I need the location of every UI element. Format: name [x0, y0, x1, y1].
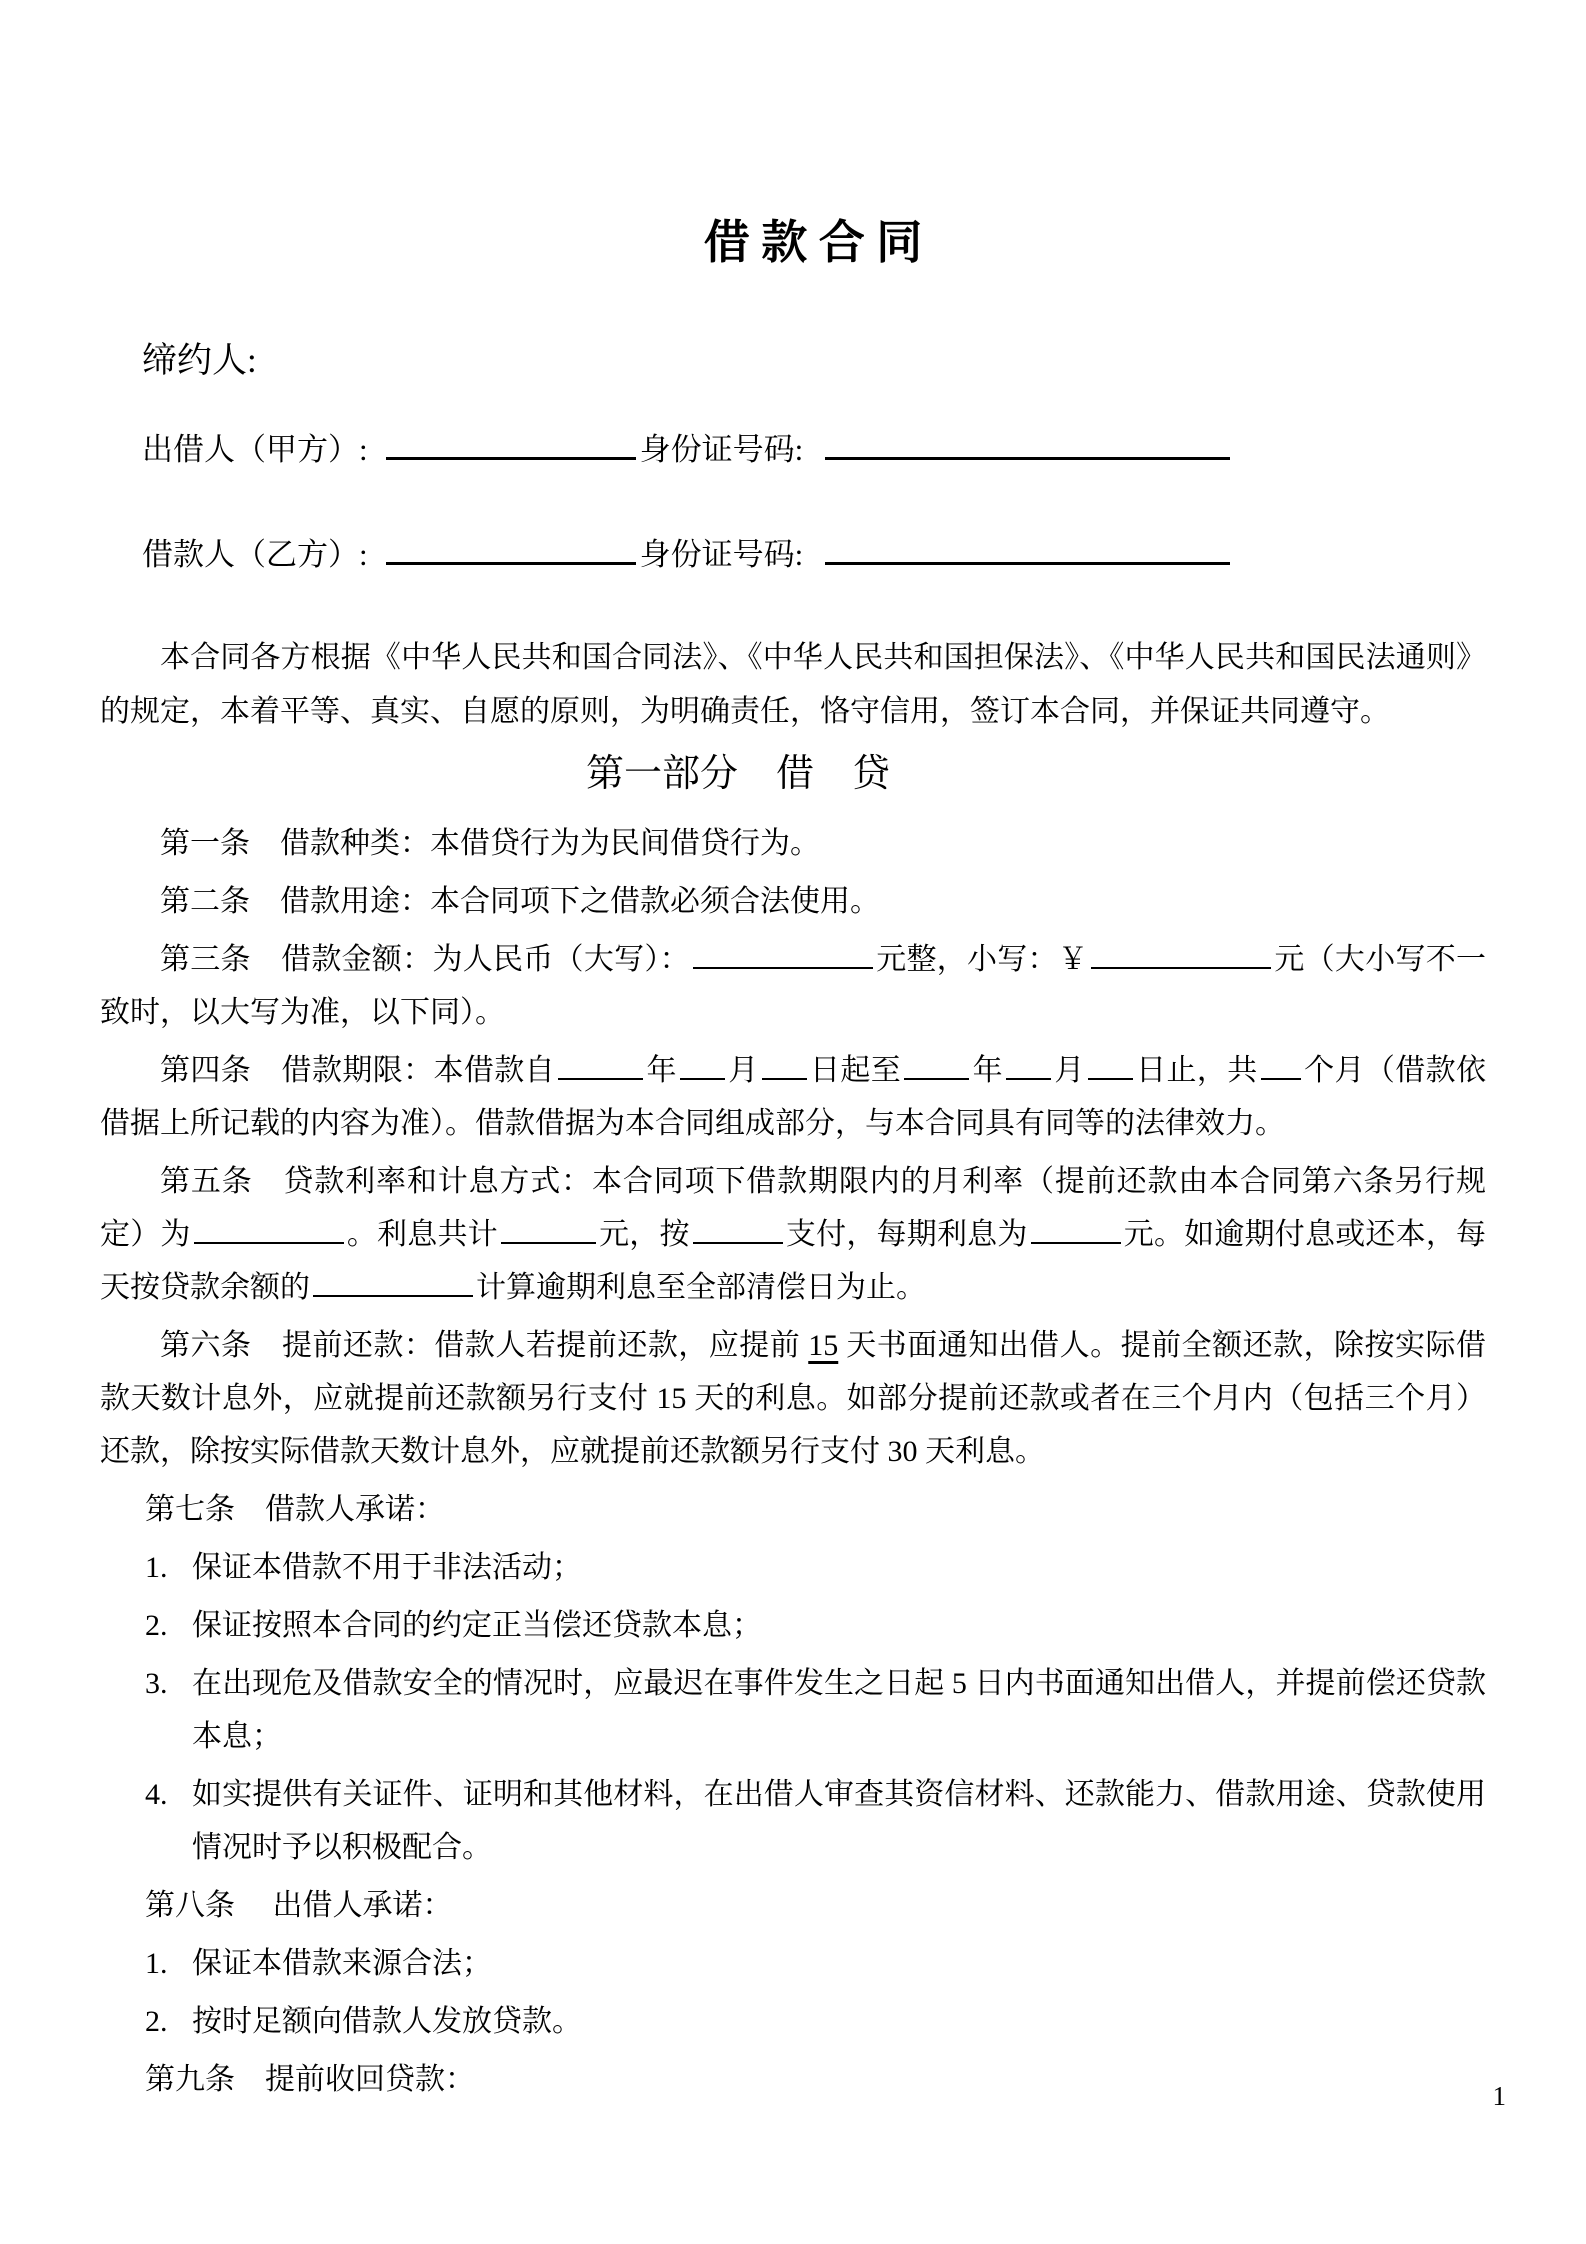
fill-in-blank [904, 1048, 969, 1080]
borrower-id-label: 身份证号码: [639, 537, 804, 572]
borrower-name-blank [386, 526, 636, 565]
lender-label: 出借人（甲方）: [142, 432, 368, 467]
fill-in-blank [558, 1048, 643, 1080]
article-7-list-item-1 [145, 1541, 1486, 1594]
fill-in-blank [1006, 1048, 1051, 1080]
article-2: 第二条 借款用途：本合同项下之借款必须合法使用。 [160, 885, 880, 918]
list-item-text: 在出现危及借款安全的情况时，应最迟在事件发生之日起 5 日内书面通知出借人，并提前偿还贷款本息； [192, 1667, 1486, 1753]
fill-in-blank [1088, 1048, 1133, 1080]
fill-in-blank [194, 1212, 344, 1244]
article-7-list-item-4 [145, 1768, 1486, 1874]
article-8-list-item-1 [145, 1937, 1486, 1990]
fill-in-blank [501, 1212, 596, 1244]
list-item-text: 如实提供有关证件、证明和其他材料，在出借人审查其资信材料、还款能力、借款用途、贷款使用情况时予以积极配合。 [192, 1778, 1486, 1864]
article-9-heading: 第九条 提前收回贷款： [145, 2063, 475, 2096]
article-8-heading: 第八条 出借人承诺： [145, 1889, 453, 1922]
part1-heading: 第一部分 借 贷 [585, 753, 890, 795]
lender-id-blank [825, 421, 1230, 460]
borrower-id-blank [825, 526, 1230, 565]
article-3: 第三条 借款金额：为人民币（大写）： 元整，小写：￥ 元（大小写不一致时，以大写为准，以下同）。 [100, 933, 1486, 1039]
fill-in-blank [1261, 1048, 1301, 1080]
list-item-text: 按时足额向借款人发放贷款。 [192, 2005, 582, 2038]
list-item-text: 保证本借款不用于非法活动； [192, 1551, 582, 1584]
parties-heading: 缔约人: [142, 341, 257, 380]
article-1: 第一条 借款种类：本借贷行为为民间借贷行为。 [160, 827, 820, 860]
list-item-number: 1. [145, 1947, 168, 1980]
article-5: 第五条 贷款利率和计息方式：本合同项下借款期限内的月利率（提前还款由本合同第六条另行规定）为 。利息共计 元，按 支付，每期利息为 元。如逾期付息或还本，每天按贷款余额的 计算逾期利息至全部清偿日为止。 [100, 1165, 1487, 1304]
document-title: 借 款 合 同 [703, 217, 923, 268]
list-item-number: 4. [145, 1778, 168, 1811]
article-7-list-item-2 [145, 1599, 1486, 1652]
lender-row [142, 421, 1486, 470]
page-content [100, 0, 1486, 2106]
fill-in-blank [680, 1048, 725, 1080]
article-8-list-item-2 [145, 1995, 1486, 2048]
list-item-number: 3. [145, 1667, 168, 1700]
list-item-number: 1. [145, 1551, 168, 1584]
article-7-list-item-3 [145, 1657, 1486, 1763]
list-item-number: 2. [145, 2005, 168, 2038]
fill-in-blank [762, 1048, 807, 1080]
fill-in-blank [693, 1212, 783, 1244]
borrower-row [142, 526, 1486, 575]
fill-in-blank [693, 937, 873, 969]
article-6: 第六条 提前还款：借款人若提前还款，应提前 15 天书面通知出借人。提前全额还款，除按实际借款天数计息外，应就提前还款额另行支付 15 天的利息。如部分提前还款或者在三个月内（包括三个月）还款，除按实际借款天数计息外，应就提前还款额另行支付 30 天利息。 [100, 1329, 1487, 1468]
list-item-text: 保证按照本合同的约定正当偿还贷款本息； [192, 1609, 762, 1642]
lender-name-blank [386, 421, 636, 460]
page-number: 1 [1492, 2081, 1506, 2111]
article-4: 第四条 借款期限：本借款自 年 月 日起至 年 月 日止，共 个月（借款依借据上所记载的内容为准）。借款借据为本合同组成部分，与本合同具有同等的法律效力。 [100, 1044, 1486, 1150]
preamble-paragraph: 本合同各方根据《中华人民共和国合同法》、《中华人民共和国担保法》、《中华人民共和国民法通则》的规定，本着平等、真实、自愿的原则，为明确责任，恪守信用，签订本合同，并保证共同遵守。 [100, 641, 1486, 728]
underlined-value: 15 [808, 1329, 839, 1362]
list-item-text: 保证本借款来源合法； [192, 1947, 492, 1980]
fill-in-blank [1091, 937, 1271, 969]
fill-in-blank [1031, 1212, 1121, 1244]
fill-in-blank [313, 1265, 473, 1297]
lender-id-label: 身份证号码: [639, 432, 804, 467]
article-7-heading: 第七条 借款人承诺： [145, 1493, 445, 1526]
list-item-number: 2. [145, 1609, 168, 1642]
articles [100, 817, 1486, 2106]
borrower-label: 借款人（乙方）: [142, 537, 368, 572]
